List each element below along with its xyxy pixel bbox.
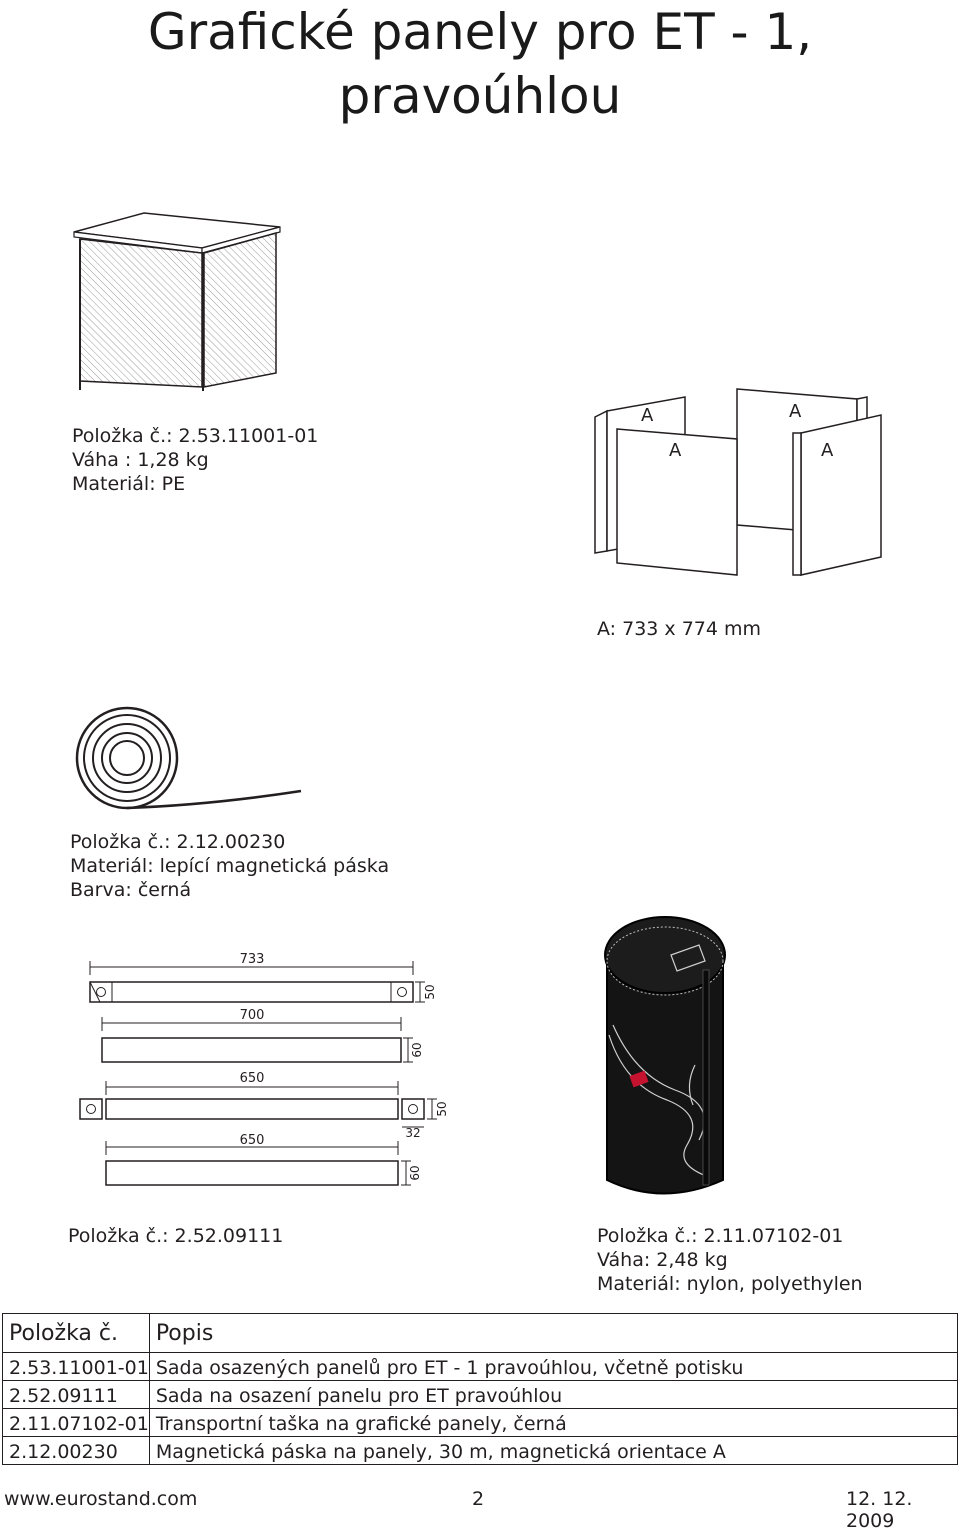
item-number-cell: 2.53.11001-01 xyxy=(3,1353,150,1381)
tape-item-info xyxy=(70,830,389,902)
page-title-line-2: pravoúhlou xyxy=(338,67,622,125)
bag-item-weight: Váha: 2,48 kg xyxy=(597,1249,728,1271)
panel-label-a: A xyxy=(789,401,802,422)
panel-label-a: A xyxy=(821,440,834,461)
description-cell: Magnetická páska na panely, 30 m, magnetická orientace A xyxy=(149,1437,957,1465)
tape-item-number: Položka č.: 2.12.00230 xyxy=(70,831,286,853)
dimension-width-650: 650 xyxy=(239,1133,265,1148)
bag-item-info xyxy=(597,1224,863,1296)
footer-page-number: 2 xyxy=(472,1488,485,1510)
table-row xyxy=(3,1381,958,1409)
bag-item-material: Materiál: nylon, polyethylen xyxy=(597,1273,863,1295)
column-header-item-number: Položka č. xyxy=(3,1314,150,1353)
item-number-cell: 2.52.09111 xyxy=(3,1381,150,1409)
parts-table-header xyxy=(3,1314,958,1353)
panel-item-number: Položka č.: 2.53.11001-01 xyxy=(72,425,319,447)
panel-size-caption: A: 733 x 774 mm xyxy=(597,618,762,640)
magnetic-tape-roll-illustration xyxy=(70,700,310,815)
transport-bag-illustration xyxy=(595,915,745,1210)
dimension-height-60: 60 xyxy=(410,1042,424,1058)
dimension-width-650: 650 xyxy=(239,1071,265,1086)
footer-date: 12. 12. 2009 xyxy=(846,1488,913,1532)
panel-item-weight: Váha : 1,28 kg xyxy=(72,449,209,471)
dimension-width-733: 733 xyxy=(239,952,265,967)
parts-table xyxy=(2,1313,958,1465)
bag-item-number: Položka č.: 2.11.07102-01 xyxy=(597,1225,844,1247)
description-cell: Sada na osazení panelu pro ET pravoúhlou xyxy=(149,1381,957,1409)
panel-label-a: A xyxy=(669,440,682,461)
dimension-width-700: 700 xyxy=(239,1008,265,1023)
dimension-height-50: 50 xyxy=(435,1101,449,1117)
panel-item-info xyxy=(72,424,318,496)
footer-website: www.eurostand.com xyxy=(4,1488,198,1510)
description-cell: Sada osazených panelů pro ET - 1 pravoúhlou, včetně potisku xyxy=(149,1353,957,1381)
profiles-technical-drawing xyxy=(70,945,460,1190)
panels-exploded-diagram xyxy=(585,385,895,585)
profiles-item-info xyxy=(68,1224,283,1248)
tape-item-color: Barva: černá xyxy=(70,879,192,901)
panel-item-material: Materiál: PE xyxy=(72,473,186,495)
tape-item-material: Materiál: lepící magnetická páska xyxy=(70,855,390,877)
dimension-height-50: 50 xyxy=(423,984,437,1000)
dimension-32: 32 xyxy=(405,1126,421,1140)
page-title-line-1: Grafické panely pro ET - 1, xyxy=(147,3,813,61)
profiles-item-number: Položka č.: 2.52.09111 xyxy=(68,1225,284,1247)
item-number-cell: 2.11.07102-01 xyxy=(3,1409,150,1437)
table-row xyxy=(3,1409,958,1437)
table-row xyxy=(3,1437,958,1465)
table-row xyxy=(3,1353,958,1381)
description-cell: Transportní taška na grafické panely, černá xyxy=(149,1409,957,1437)
assembled-stand-illustration xyxy=(60,205,300,395)
dimension-height-60: 60 xyxy=(408,1165,422,1181)
item-number-cell: 2.12.00230 xyxy=(3,1437,150,1465)
panel-label-a: A xyxy=(641,405,654,426)
column-header-description: Popis xyxy=(149,1314,957,1353)
